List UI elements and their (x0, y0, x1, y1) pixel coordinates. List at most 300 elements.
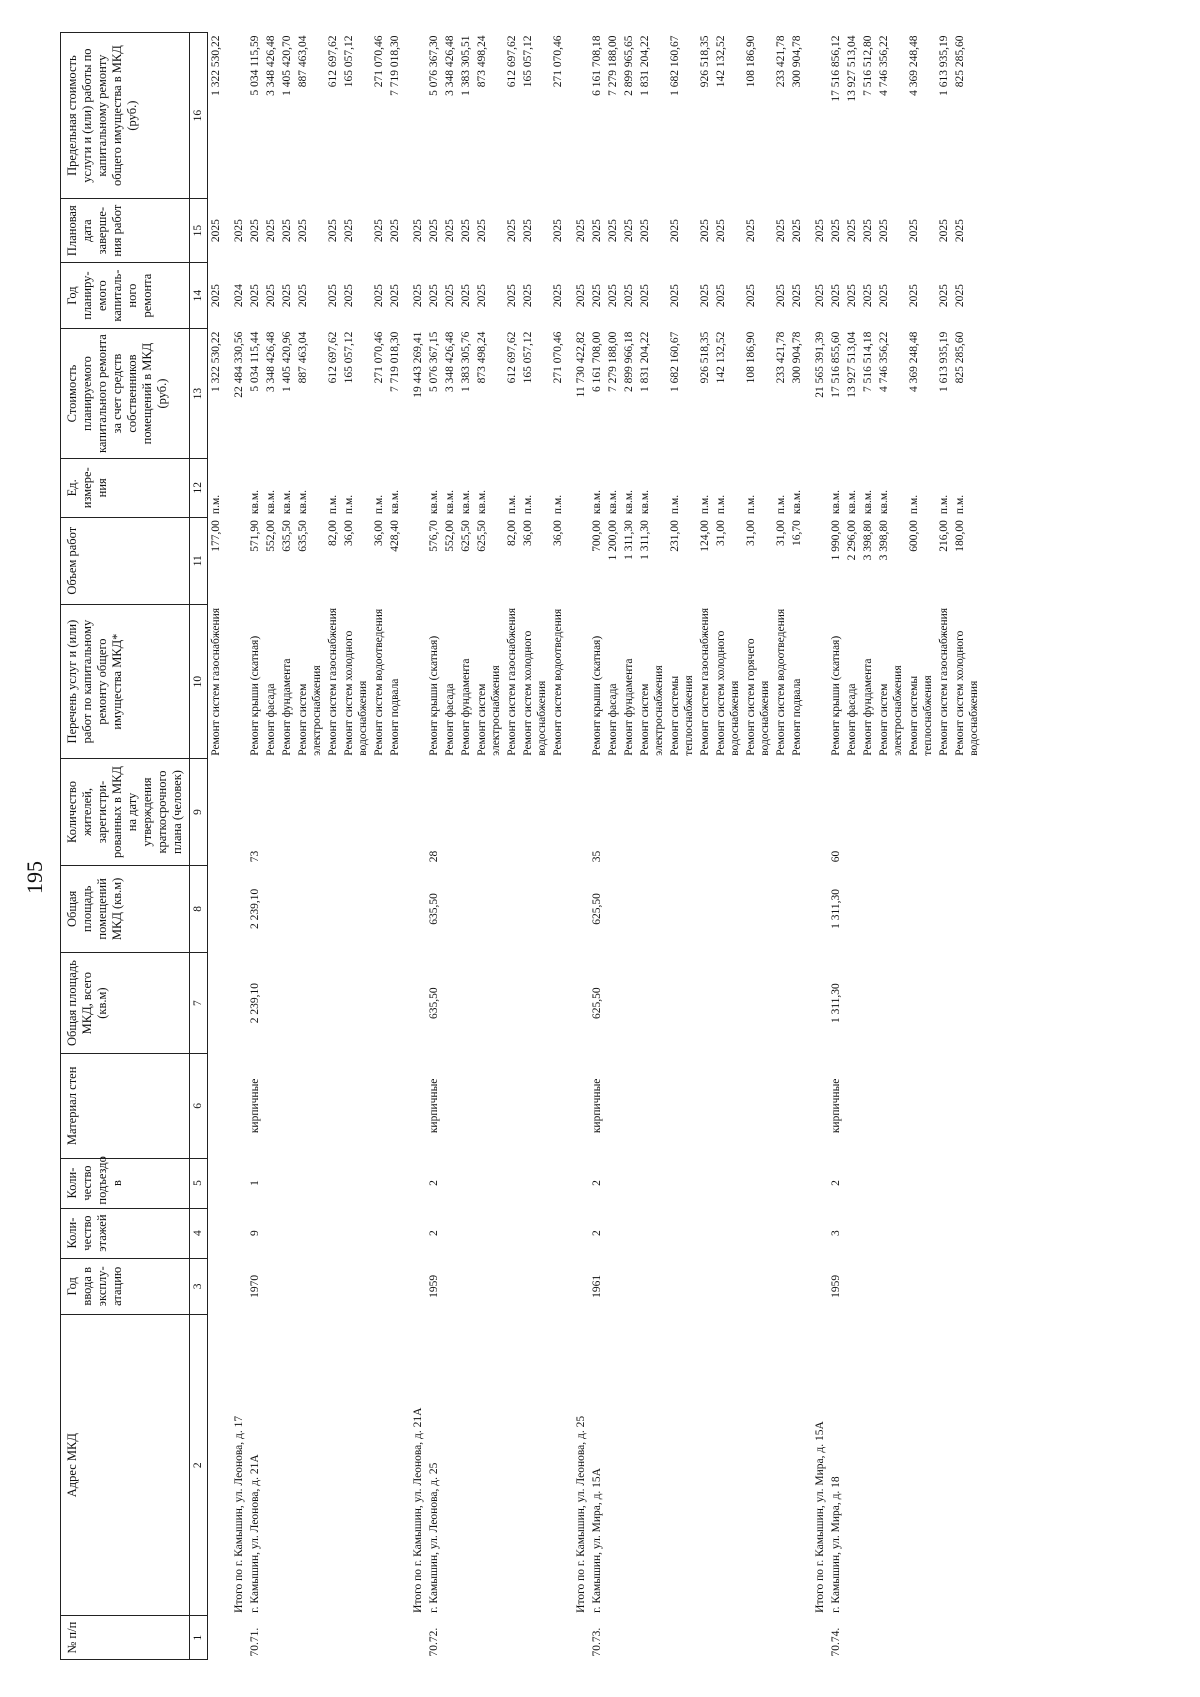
header-cell: Коли-чество этажей (61, 1208, 190, 1258)
work-cell: Ремонт фасада (846, 683, 858, 756)
end-date-cell: 2025 (297, 219, 309, 243)
cost-cell: 4 369 248,48 (908, 331, 920, 392)
unit-cell: кв.м. (791, 490, 803, 515)
area-rooms-cell: 2 239,10 (249, 888, 261, 930)
empty-cell (773, 1158, 789, 1208)
area-total-cell: 1 311,30 (830, 983, 842, 1024)
empty-cell (906, 1054, 936, 1158)
empty-cell (403, 1616, 426, 1660)
cost-cell: 271 070,46 (373, 331, 385, 384)
empty-cell (906, 1315, 936, 1616)
end-date-cell: 2025 (249, 219, 261, 243)
work-row (279, 33, 295, 1660)
work-cell: Ремонт систем электроснабжения (639, 665, 665, 756)
unit-cell: кв.м. (846, 490, 858, 515)
empty-cell (520, 1158, 550, 1208)
end-date-cell: 2025 (522, 219, 534, 243)
empty-cell (844, 759, 860, 865)
work-cell: Ремонт системы теплоснабжения (669, 675, 695, 756)
work-row (325, 33, 341, 1660)
empty-cell (504, 1054, 520, 1158)
empty-cell (789, 865, 805, 952)
year-cell: 2025 (506, 284, 518, 308)
year-cell: 2025 (908, 284, 920, 308)
empty-cell (860, 1054, 876, 1158)
volume-cell: 2 296,00 (846, 520, 858, 561)
empty-cell (621, 1616, 637, 1660)
empty-cell (442, 1258, 458, 1314)
cost-cell: 612 697,62 (327, 331, 339, 384)
empty-cell (743, 865, 773, 952)
unit-cell: п.м. (373, 494, 385, 515)
empty-cell (952, 1054, 985, 1158)
limit-cost-cell: 271 070,46 (552, 35, 564, 88)
empty-cell (936, 1208, 952, 1258)
empty-cell (805, 1616, 828, 1660)
unit-cell: п.м. (552, 494, 564, 515)
empty-cell (458, 759, 474, 865)
empty-cell (263, 759, 279, 865)
empty-cell (743, 1158, 773, 1208)
cost-cell: 5 076 367,15 (428, 331, 440, 392)
total-year-cell: 2025 (814, 284, 826, 308)
empty-cell (341, 1258, 371, 1314)
year-cell: 2025 (460, 284, 472, 308)
empty-cell (474, 1208, 504, 1258)
unit-cell: кв.м. (476, 490, 488, 515)
limit-cost-cell: 1 383 305,51 (460, 35, 472, 96)
empty-cell (341, 1208, 371, 1258)
empty-cell (667, 1315, 697, 1616)
column-number: 2 (190, 1315, 208, 1616)
empty-cell (713, 1616, 743, 1660)
empty-cell (637, 1616, 667, 1660)
cost-cell: 3 348 426,48 (444, 331, 456, 392)
empty-cell (458, 1208, 474, 1258)
empty-cell (773, 1616, 789, 1660)
total-cost-cell: 19 443 269,41 (412, 331, 424, 398)
limit-cost-cell: 271 070,46 (373, 35, 385, 88)
column-number: 10 (190, 604, 208, 758)
empty-cell (295, 1616, 325, 1660)
empty-cell (504, 1315, 520, 1616)
empty-cell (697, 1208, 713, 1258)
cost-cell: 1 831 204,22 (639, 331, 651, 392)
work-row (936, 33, 952, 1660)
year-cell: 2025 (210, 284, 222, 308)
volume-cell: 82,00 (506, 520, 518, 546)
total-end-cell: 2025 (814, 219, 826, 243)
empty-cell (208, 1208, 225, 1258)
empty-cell (566, 33, 589, 199)
empty-cell (279, 865, 295, 952)
empty-cell (224, 1616, 247, 1660)
empty-cell (952, 1208, 985, 1258)
empty-cell (208, 1258, 225, 1314)
work-cell: Ремонт фундамента (281, 658, 293, 756)
floors-cell: 3 (830, 1230, 842, 1236)
empty-cell (387, 1315, 403, 1616)
end-date-cell: 2025 (954, 219, 966, 243)
empty-cell (743, 1258, 773, 1314)
work-row (773, 33, 789, 1660)
total-year-cell: 2025 (575, 284, 587, 308)
empty-cell (403, 33, 426, 199)
limit-cost-cell: 612 697,62 (327, 35, 339, 88)
year-built-cell: 1959 (428, 1274, 440, 1298)
volume-cell: 428,40 (389, 520, 401, 552)
empty-cell (876, 759, 906, 865)
empty-cell (697, 1258, 713, 1314)
work-cell: Ремонт систем газоснабжения (699, 607, 711, 756)
cost-cell: 13 927 513,04 (846, 331, 858, 398)
column-number: 13 (190, 329, 208, 459)
empty-cell (325, 1054, 341, 1158)
work-row (789, 33, 805, 1660)
empty-cell (637, 759, 667, 865)
empty-cell (325, 1158, 341, 1208)
year-cell: 2025 (373, 284, 385, 308)
work-cell: Ремонт систем водоотведения (552, 608, 564, 756)
end-date-cell: 2025 (862, 219, 874, 243)
empty-cell (844, 865, 860, 952)
empty-cell (667, 1616, 697, 1660)
empty-cell (860, 1208, 876, 1258)
empty-cell (550, 1158, 566, 1208)
work-cell: Ремонт систем холодного водоснабжения (522, 630, 548, 756)
unit-cell: кв.м. (639, 490, 651, 515)
cost-cell: 5 034 115,44 (249, 331, 261, 392)
empty-cell (936, 1054, 952, 1158)
empty-cell (550, 865, 566, 952)
empty-cell (789, 1208, 805, 1258)
cost-cell: 233 421,78 (775, 331, 787, 384)
empty-cell (371, 1054, 387, 1158)
empty-cell (442, 1315, 458, 1616)
residents-cell: 60 (830, 850, 842, 863)
empty-cell (743, 759, 773, 865)
work-cell: Ремонт систем электроснабжения (297, 665, 323, 756)
empty-cell (605, 1616, 621, 1660)
total-cost-cell: 21 565 391,39 (814, 331, 826, 398)
header-row (61, 33, 190, 1660)
empty-cell (773, 1258, 789, 1314)
empty-cell (936, 1258, 952, 1314)
address-cell: г. Камышин, ул. Мира, д. 15А (591, 1468, 603, 1613)
unit-cell: кв.м. (591, 490, 603, 515)
empty-cell (773, 1315, 789, 1616)
empty-cell (876, 1158, 906, 1208)
volume-cell: 1 200,00 (607, 520, 619, 561)
work-row (442, 33, 458, 1660)
year-cell: 2025 (297, 284, 309, 308)
empty-cell (550, 759, 566, 865)
cost-cell: 1 613 935,19 (938, 331, 950, 392)
work-row (621, 33, 637, 1660)
column-number: 3 (190, 1258, 208, 1314)
empty-cell (341, 1054, 371, 1158)
empty-cell (325, 865, 341, 952)
work-row (295, 33, 325, 1660)
empty-cell (520, 1616, 550, 1660)
empty-cell (550, 1208, 566, 1258)
empty-cell (906, 865, 936, 952)
limit-cost-cell: 7 719 018,30 (389, 35, 401, 96)
total-end-cell: 2025 (412, 219, 424, 243)
empty-cell (621, 865, 637, 952)
limit-cost-cell: 108 186,90 (745, 35, 757, 88)
empty-cell (789, 953, 805, 1054)
volume-cell: 635,50 (281, 520, 293, 552)
empty-cell (474, 865, 504, 952)
empty-cell (474, 759, 504, 865)
limit-cost-cell: 165 057,12 (343, 35, 355, 88)
empty-cell (860, 1315, 876, 1616)
unit-cell: п.м. (522, 494, 534, 515)
empty-cell (860, 953, 876, 1054)
work-row (208, 33, 225, 1660)
year-built-cell: 1959 (830, 1274, 842, 1298)
year-cell: 2025 (699, 284, 711, 308)
work-row (828, 33, 844, 1660)
empty-cell (936, 953, 952, 1054)
volume-cell: 571,90 (249, 520, 261, 552)
total-row (224, 33, 247, 1660)
empty-cell (789, 759, 805, 865)
year-cell: 2025 (954, 284, 966, 308)
unit-cell: кв.м. (878, 490, 890, 515)
cost-cell: 300 904,78 (791, 331, 803, 384)
empty-cell (442, 759, 458, 865)
year-built-cell: 1961 (591, 1274, 603, 1298)
cost-cell: 108 186,90 (745, 331, 757, 384)
empty-cell (371, 1616, 387, 1660)
empty-cell (844, 1208, 860, 1258)
empty-cell (387, 1616, 403, 1660)
empty-cell (860, 1258, 876, 1314)
empty-cell (621, 953, 637, 1054)
work-cell: Ремонт систем электроснабжения (476, 665, 502, 756)
volume-cell: 231,00 (669, 520, 681, 552)
empty-cell (279, 1315, 295, 1616)
empty-cell (550, 953, 566, 1054)
cost-cell: 165 057,12 (343, 331, 355, 384)
unit-cell: п.м. (775, 494, 787, 515)
limit-cost-cell: 873 498,24 (476, 35, 488, 88)
empty-cell (474, 1616, 504, 1660)
area-total-cell: 625,50 (591, 987, 603, 1019)
work-row (474, 33, 504, 1660)
header-cell: Общая площадь МКД, всего (кв.м) (61, 953, 190, 1054)
empty-cell (952, 1315, 985, 1616)
empty-cell (504, 1258, 520, 1314)
total-row (805, 33, 828, 1660)
end-date-cell: 2025 (389, 219, 401, 243)
work-row (341, 33, 371, 1660)
empty-cell (860, 759, 876, 865)
column-number: 1 (190, 1616, 208, 1660)
cost-cell: 825 285,60 (954, 331, 966, 384)
empty-cell (952, 865, 985, 952)
column-number-row (190, 33, 208, 1660)
unit-cell: п.м. (327, 494, 339, 515)
work-cell: Ремонт системы теплоснабжения (908, 675, 934, 756)
empty-cell (697, 1315, 713, 1616)
column-number: 7 (190, 953, 208, 1054)
work-row (697, 33, 713, 1660)
unit-cell: кв.м. (862, 490, 874, 515)
empty-cell (713, 1258, 743, 1314)
limit-cost-cell: 1 405 420,70 (281, 35, 293, 96)
limit-cost-cell: 6 161 708,18 (591, 35, 603, 96)
empty-cell (387, 759, 403, 865)
limit-cost-cell: 926 518,35 (699, 35, 711, 88)
unit-cell: п.м. (745, 494, 757, 515)
empty-cell (325, 1258, 341, 1314)
column-number: 9 (190, 759, 208, 865)
walls-cell: кирпичные (249, 1078, 261, 1134)
empty-cell (520, 1054, 550, 1158)
year-cell: 2025 (444, 284, 456, 308)
empty-cell (773, 1208, 789, 1258)
row-number: 70.74. (830, 1627, 842, 1657)
empty-cell (936, 1158, 952, 1208)
empty-cell (520, 1315, 550, 1616)
empty-cell (876, 1054, 906, 1158)
cost-cell: 3 348 426,48 (265, 331, 277, 392)
limit-cost-cell: 612 697,62 (506, 35, 518, 88)
empty-cell (208, 759, 225, 865)
address-cell: г. Камышин, ул. Леонова, д. 21А (249, 1454, 261, 1613)
end-date-cell: 2025 (878, 219, 890, 243)
unit-cell: кв.м. (428, 490, 440, 515)
cost-cell: 271 070,46 (552, 331, 564, 384)
empty-cell (458, 1258, 474, 1314)
empty-cell (341, 759, 371, 865)
end-date-cell: 2025 (791, 219, 803, 243)
year-cell: 2025 (343, 284, 355, 308)
empty-cell (263, 1315, 279, 1616)
empty-cell (550, 1616, 566, 1660)
work-cell: Ремонт фундамента (623, 658, 635, 756)
empty-cell (637, 1315, 667, 1616)
empty-cell (504, 1208, 520, 1258)
empty-cell (876, 1258, 906, 1314)
empty-cell (789, 1616, 805, 1660)
empty-cell (279, 1158, 295, 1208)
empty-cell (325, 759, 341, 865)
empty-cell (263, 1208, 279, 1258)
empty-cell (952, 1258, 985, 1314)
volume-cell: 16,70 (791, 520, 803, 546)
column-number: 6 (190, 1054, 208, 1158)
volume-cell: 180,00 (954, 520, 966, 552)
cost-cell: 7 516 514,18 (862, 331, 874, 392)
empty-cell (906, 1208, 936, 1258)
cost-cell: 165 057,12 (522, 331, 534, 384)
limit-cost-cell: 300 904,78 (791, 35, 803, 88)
year-cell: 2025 (775, 284, 787, 308)
empty-cell (637, 953, 667, 1054)
walls-cell: кирпичные (830, 1078, 842, 1134)
work-cell: Ремонт фундамента (862, 658, 874, 756)
empty-cell (906, 953, 936, 1054)
empty-cell (621, 1258, 637, 1314)
empty-cell (371, 759, 387, 865)
empty-cell (371, 865, 387, 952)
empty-cell (860, 1616, 876, 1660)
empty-cell (520, 1208, 550, 1258)
year-cell: 2025 (281, 284, 293, 308)
empty-cell (713, 1054, 743, 1158)
empty-cell (844, 1616, 860, 1660)
floors-cell: 9 (249, 1230, 261, 1236)
end-date-cell: 2025 (281, 219, 293, 243)
end-date-cell: 2025 (343, 219, 355, 243)
volume-cell: 625,50 (460, 520, 472, 552)
year-cell: 2025 (389, 284, 401, 308)
work-cell: Ремонт подвала (389, 678, 401, 756)
end-date-cell: 2025 (699, 219, 711, 243)
work-row (263, 33, 279, 1660)
unit-cell: кв.м. (444, 490, 456, 515)
cost-cell: 1 405 420,96 (281, 331, 293, 392)
empty-cell (667, 865, 697, 952)
residents-cell: 28 (428, 850, 440, 863)
work-row (713, 33, 743, 1660)
empty-cell (520, 865, 550, 952)
year-cell: 2025 (830, 284, 842, 308)
empty-cell (844, 1315, 860, 1616)
total-cost-cell: 22 484 330,56 (233, 331, 245, 398)
work-cell: Ремонт систем горячего водоснабжения (745, 638, 771, 756)
empty-cell (550, 1258, 566, 1314)
empty-cell (474, 953, 504, 1054)
year-cell: 2025 (846, 284, 858, 308)
header-cell: Стоимость планируемого капитального ремонта за счет средств собственников помещений в МКД (руб.) (61, 329, 190, 459)
work-cell: Ремонт систем газоснабжения (327, 607, 339, 756)
volume-cell: 36,00 (522, 520, 534, 546)
empty-cell (520, 759, 550, 865)
empty-cell (605, 953, 621, 1054)
empty-cell (844, 953, 860, 1054)
limit-cost-cell: 17 516 856,12 (830, 35, 842, 102)
row-number: 70.72. (428, 1627, 440, 1657)
empty-cell (371, 1158, 387, 1208)
empty-cell (458, 865, 474, 952)
work-cell: Ремонт систем электроснабжения (878, 665, 904, 756)
work-row (637, 33, 667, 1660)
empty-cell (637, 1054, 667, 1158)
empty-cell (936, 1616, 952, 1660)
total-row (566, 33, 589, 1660)
empty-cell (474, 1158, 504, 1208)
work-cell: Ремонт систем холодного водоснабжения (343, 630, 369, 756)
end-date-cell: 2025 (428, 219, 440, 243)
volume-cell: 36,00 (373, 520, 385, 546)
empty-cell (952, 1616, 985, 1660)
empty-cell (637, 1158, 667, 1208)
empty-cell (442, 1616, 458, 1660)
limit-cost-cell: 4 746 356,22 (878, 35, 890, 96)
column-number: 14 (190, 263, 208, 329)
empty-cell (520, 953, 550, 1054)
empty-cell (621, 1158, 637, 1208)
empty-cell (697, 953, 713, 1054)
volume-cell: 600,00 (908, 520, 920, 552)
empty-cell (773, 953, 789, 1054)
cost-cell: 6 161 708,00 (591, 331, 603, 392)
